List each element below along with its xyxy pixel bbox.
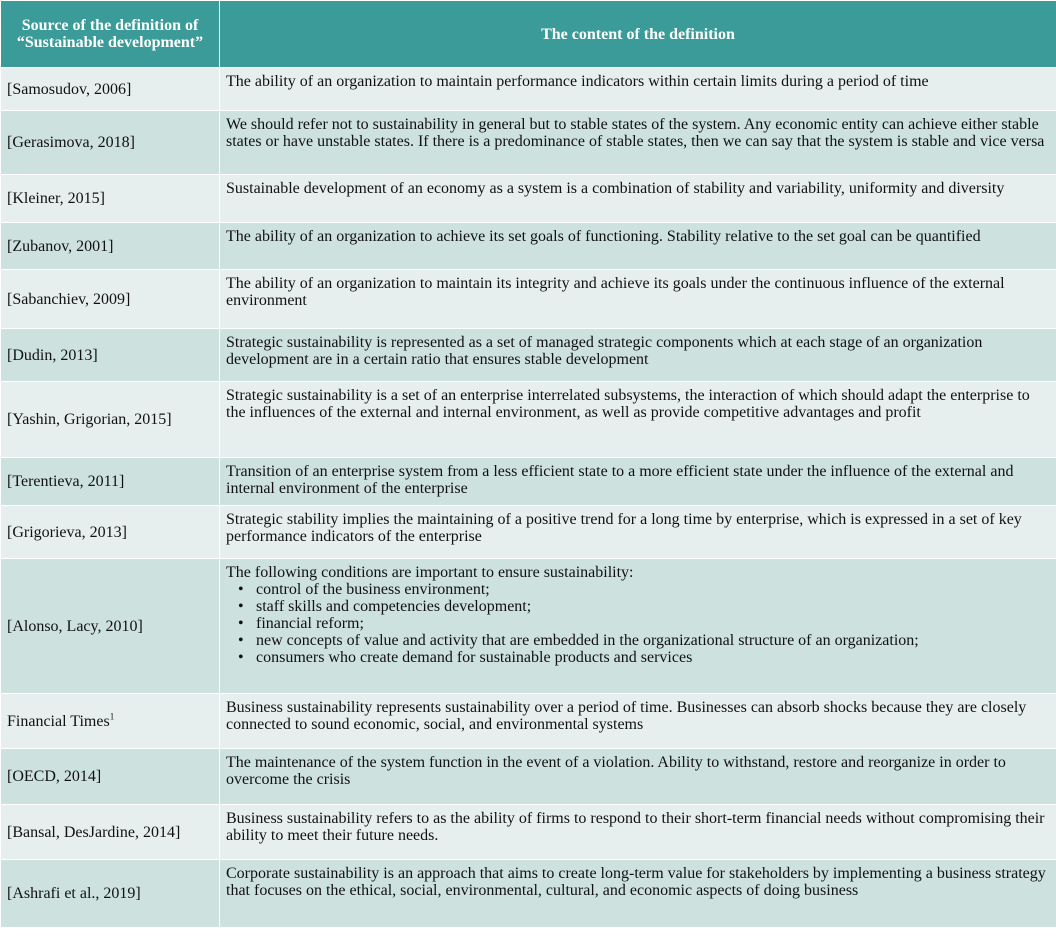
table-row: [1, 559, 1056, 694]
source-cell: [Grigorieva, 2013]: [1, 506, 220, 559]
source-cell: [Bansal, DesJardine, 2014]: [1, 805, 220, 860]
source-cell: [Zubanov, 2001]: [1, 223, 220, 270]
source-cell: [Kleiner, 2015]: [1, 175, 220, 223]
content-cell: Corporate sustainability is an approach that aims to create long-term value for stakeholders by implementing a business strategy that focuses on the ethical, social, environmental, cultural, and economic aspects of doing business: [220, 860, 1056, 928]
content-cell: The ability of an organization to achieve its set goals of functioning. Stability relative to the set goal can be quantified: [220, 223, 1056, 270]
source-cell: [Yashin, Grigorian, 2015]: [1, 382, 220, 458]
table-row: [1, 694, 1056, 749]
footnote-marker: 1: [109, 711, 115, 722]
table-row: [1, 68, 1056, 111]
source-cell: [Alonso, Lacy, 2010]: [1, 559, 220, 694]
content-cell: The maintenance of the system function in the event of a violation. Ability to withstand, restore and reorganize in order to overcome the crisis: [220, 749, 1056, 805]
source-cell: [Ashrafi et al., 2019]: [1, 860, 220, 928]
table-row: [1, 506, 1056, 559]
content-cell: [220, 559, 1056, 694]
table-row: [1, 329, 1056, 382]
content-cell: Business sustainability refers to as the ability of firms to respond to their short-term financial needs without compromising their ability to meet their future needs.: [220, 805, 1056, 860]
list-item: • control of the business environment;: [256, 581, 1050, 598]
content-cell: Strategic stability implies the maintaining of a positive trend for a long time by enterprise, which is expressed in a set of key performance indicators of the enterprise: [220, 506, 1056, 559]
content-cell: Transition of an enterprise system from a less efficient state to a more efficient state under the influence of the external and internal environment of the enterprise: [220, 458, 1056, 506]
table-row: [1, 175, 1056, 223]
header-content: The content of the definition: [220, 1, 1056, 68]
source-cell: [Gerasimova, 2018]: [1, 111, 220, 175]
content-cell: The ability of an organization to maintain performance indicators within certain limits during a period of time: [220, 68, 1056, 111]
header-source: Source of the definition of “Sustainable development”: [1, 1, 220, 68]
table-row: [1, 749, 1056, 805]
table-row: [1, 805, 1056, 860]
source-cell: [Sabanchiev, 2009]: [1, 270, 220, 329]
source-cell: [Dudin, 2013]: [1, 329, 220, 382]
content-cell: Sustainable development of an economy as a system is a combination of stability and variability, uniformity and diversity: [220, 175, 1056, 223]
source-cell: [Samosudov, 2006]: [1, 68, 220, 111]
source-cell: [OECD, 2014]: [1, 749, 220, 805]
source-text: Financial Times: [7, 712, 110, 730]
table-row: [1, 223, 1056, 270]
source-cell: [Terentieva, 2011]: [1, 458, 220, 506]
list-item: • staff skills and competencies development;: [256, 598, 1050, 615]
content-cell: Strategic sustainability is represented as a set of managed strategic components which at each stage of an organization development are in a certain ratio that ensures stable development: [220, 329, 1056, 382]
table-row: [1, 382, 1056, 458]
table-row: [1, 458, 1056, 506]
content-intro: The following conditions are important to ensure sustainability:: [226, 564, 634, 581]
content-cell: Strategic sustainability is a set of an enterprise interrelated subsystems, the interaction of which should adapt the enterprise to the influences of the external and internal environment, as well as provide competitive advantages and profit: [220, 382, 1056, 458]
table-row: [1, 270, 1056, 329]
header-row: [1, 1, 1056, 68]
source-cell: [1, 694, 220, 749]
content-cell: The ability of an organization to maintain its integrity and achieve its goals under the continuous influence of the external environment: [220, 270, 1056, 329]
table-row: [1, 860, 1056, 928]
table-row: [1, 111, 1056, 175]
list-item: • consumers who create demand for sustainable products and services: [256, 649, 1050, 666]
conditions-list: [226, 581, 1050, 666]
content-cell: We should refer not to sustainability in general but to stable states of the system. Any economic entity can achieve either stable states or have unstable states. If there is a predominance of stable states, then we can say that the system is stable and vice versa: [220, 111, 1056, 175]
content-cell: Business sustainability represents sustainability over a period of time. Businesses can absorb shocks because they are closely connected to sound economic, social, and environmental systems: [220, 694, 1056, 749]
list-item: • financial reform;: [256, 615, 1050, 632]
list-item: • new concepts of value and activity that are embedded in the organizational structure of an organization;: [256, 632, 1050, 649]
